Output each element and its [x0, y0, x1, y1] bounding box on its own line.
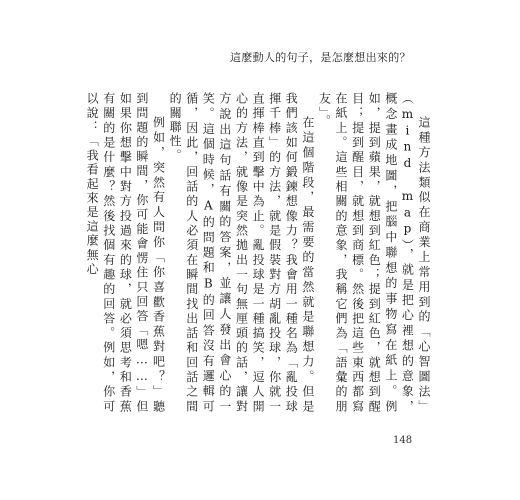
page-number: 148	[393, 435, 413, 446]
paragraph-association: 在這個階段，最需要的當然就是聯想力。但是我們該如何鍛鍊想像力？我會用一種名為「亂投球揮千棒」的方法，就是假裝對方胡亂投球，你就一直揮棒直到擊中為止。亂投球是一種搞笑，逗人開心的方法，就像是突然拋出一句無厘頭的話，讓對方說出這句話有關的答案，並讓人發出會心的一笑。這個時候，A的問題和B的回答沒有邏輯可循，因此，回話的人必須在瞬間找出話和回話之間的關聯性。	[168, 92, 315, 414]
running-header: 這麼動人的句子，是怎麼想出來的？	[230, 51, 411, 64]
body-text	[84, 92, 432, 414]
paragraph-mind-map: 這種方法類似在商業上常用到的「心智圖法」（mind map），就是把心裡想的意象，概念畫成地圖，把腦中聯想的事物寫在紙上。例如，提到蘋果，就想到紅色；提到紅色，就想到醒目；提到醒目，就想到商標。然後把這些東西都寫在紙上。這些相關的意象，我稱它們為「語彙的朋友」。	[317, 92, 431, 414]
paragraph-banana-example: 例如，突然有人問你「你喜歡香蕉對吧？」聽到問題的瞬間，你可能會愣住只回答「嗯……」但如果你想擊中對方投過來的球，就必須思考和香蕉有關的是什麼？然後找個有趣的回答。例如，你可以說：「我看起來是這麼無心	[85, 92, 166, 414]
